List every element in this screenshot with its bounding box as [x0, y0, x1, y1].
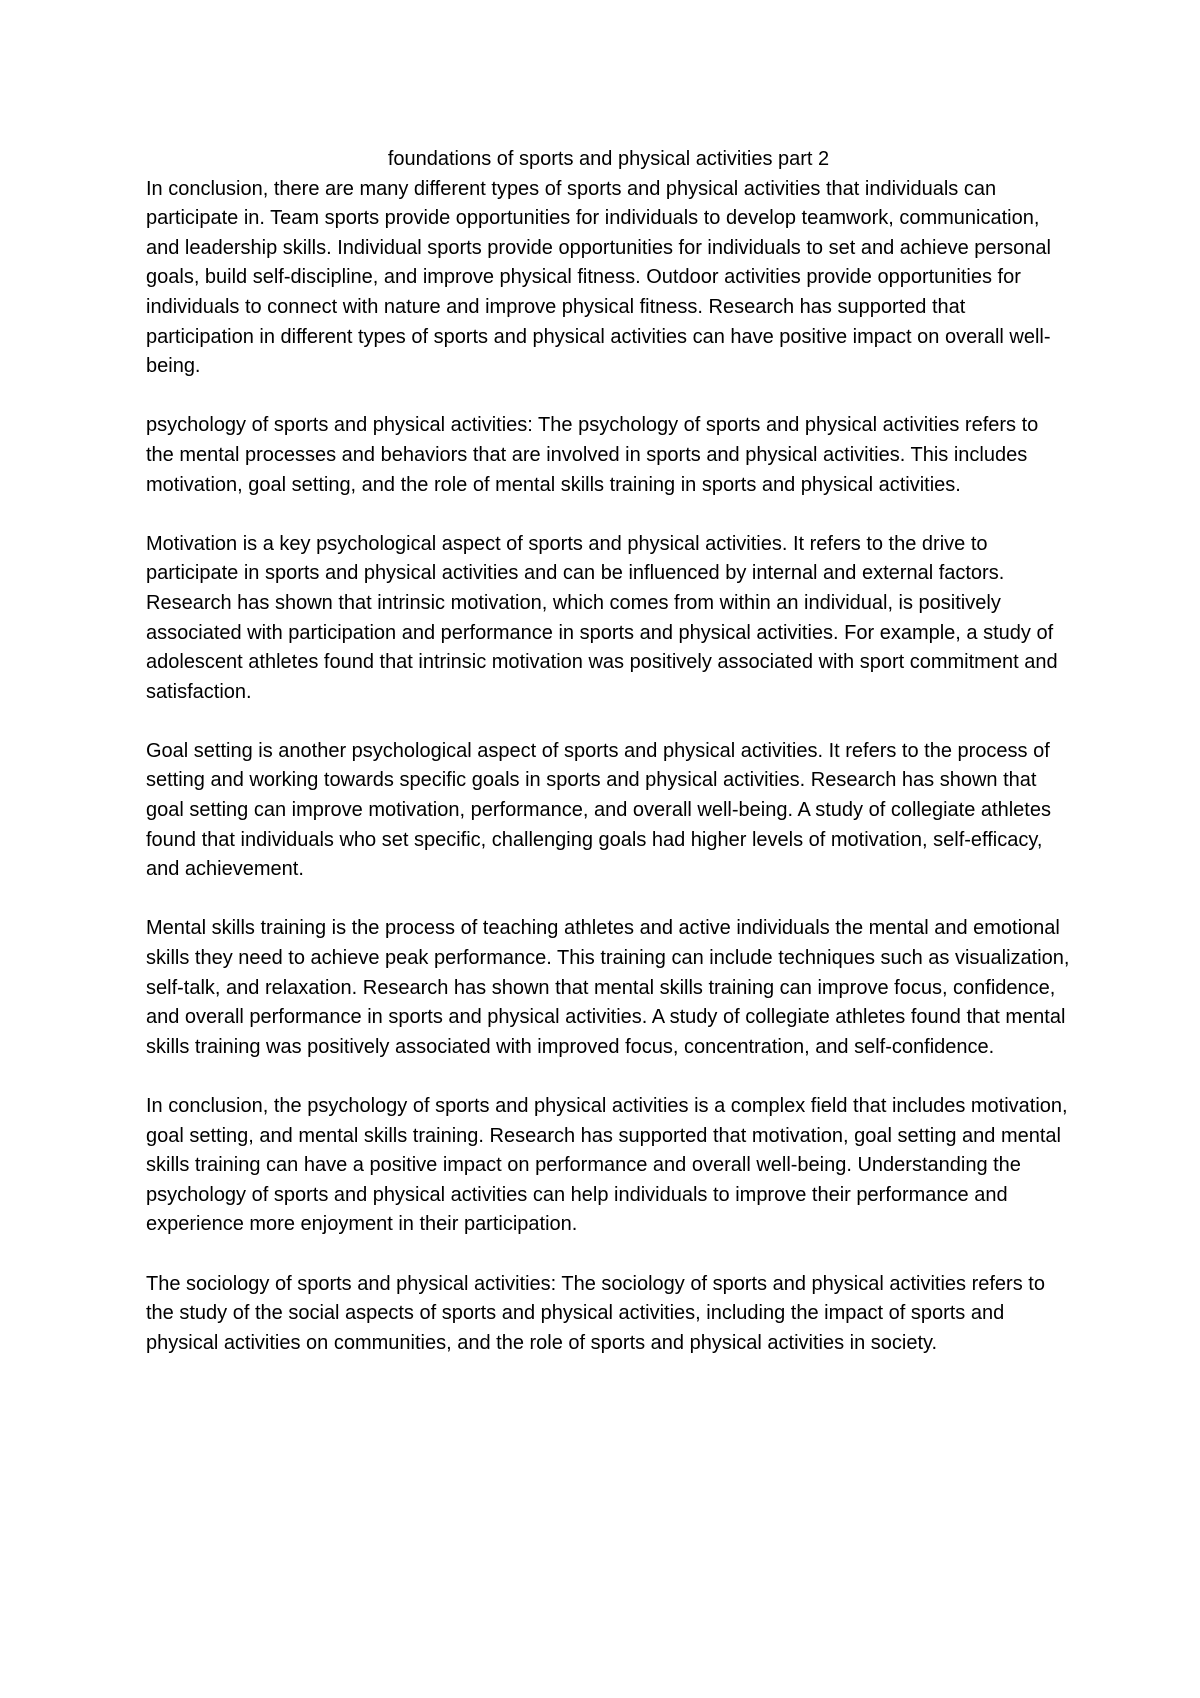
- paragraph-psychology-intro: psychology of sports and physical activities: The psychology of sports and physical activities refers to the mental processes and behaviors that are involved in sports and physical activities. This includes motivation, goal setting, and the role of mental skills training in sports and physical activities.: [146, 414, 1039, 496]
- paragraph-motivation: Motivation is a key psychological aspect of sports and physical activities. It refers to the drive to participate in sports and physical activities and can be influenced by internal and external factors. Research has shown that intrinsic motivation, which comes from within an individual, is positively associated with participation and performance in sports and physical activities. For example, a study of adolescent athletes found that intrinsic motivation was positively associated with sport commitment and satisfaction.: [146, 532, 1058, 703]
- paragraph-goal-setting: Goal setting is another psychological aspect of sports and physical activities. It refers to the process of setting and working towards specific goals in sports and physical activities. Research has shown that goal setting can improve motivation, performance, and overall well-being. A study of collegiate athletes found that individuals who set specific, challenging goals had higher levels of motivation, self-efficacy, and achievement.: [146, 739, 1051, 881]
- paragraph-sociology-intro: The sociology of sports and physical activities: The sociology of sports and physical activities refers to the study of the social aspects of sports and physical activities, including the impact of sports and physical activities on communities, and the role of sports and physical activities in society.: [146, 1272, 1045, 1354]
- document-body: [146, 145, 1071, 1358]
- paragraph-types-conclusion: In conclusion, there are many different types of sports and physical activities that individuals can participate in. Team sports provide opportunities for individuals to develop teamwork, communication, and leadership skills. Individual sports provide opportunities for individuals to set and achieve personal goals, build self-discipline, and improve physical fitness. Outdoor activities provide opportunities for individuals to connect with nature and improve physical fitness. Research has supported that participation in different types of sports and physical activities can have positive impact on overall well-being.: [146, 177, 1051, 378]
- paragraph-mental-skills: Mental skills training is the process of teaching athletes and active individuals the mental and emotional skills they need to achieve peak performance. This training can include techniques such as visualization, self-talk, and relaxation. Research has shown that mental skills training can improve focus, confidence, and overall performance in sports and physical activities. A study of collegiate athletes found that mental skills training was positively associated with improved focus, concentration, and self-confidence.: [146, 917, 1070, 1058]
- paragraph-psychology-conclusion: In conclusion, the psychology of sports and physical activities is a complex field that includes motivation, goal setting, and mental skills training. Research has supported that motivation, goal setting and mental skills training can have a positive impact on performance and overall well-being. Understanding the psychology of sports and physical activities can help individuals to improve their performance and experience more enjoyment in their participation.: [146, 1095, 1068, 1236]
- document-title: foundations of sports and physical activities part 2: [387, 148, 830, 170]
